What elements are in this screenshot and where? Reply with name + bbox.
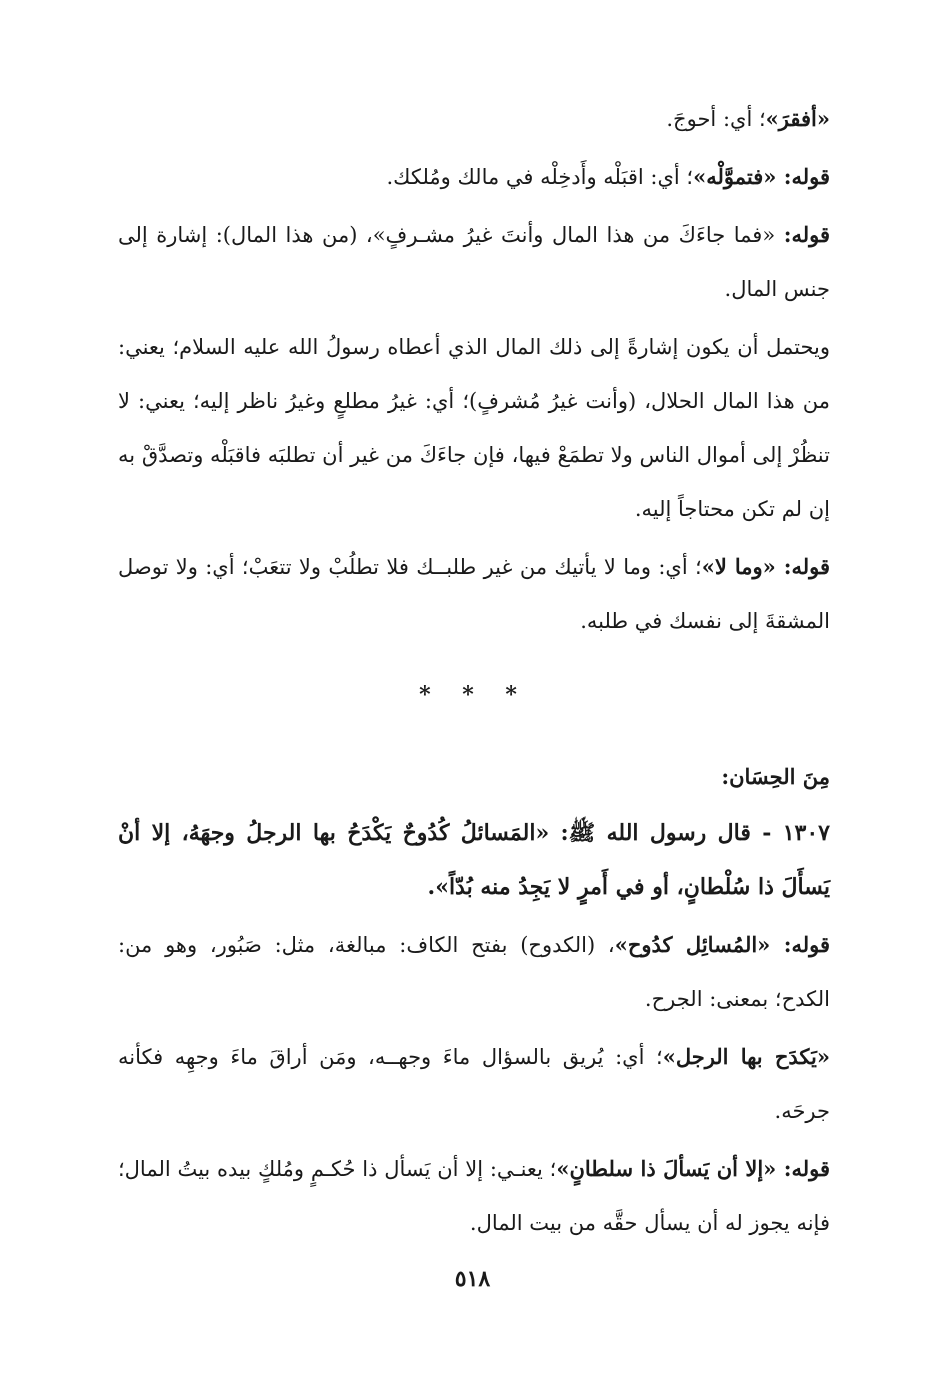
commentary-text: ؛ أي: يُريق بالسؤال ماءَ وجهــه، ومَن أراقَ ماءَ وجهِه فكأنه جرحَه.	[118, 1045, 830, 1123]
page-body	[118, 92, 830, 1250]
commentary-text: ، (الكدوح) بفتح الكاف: مبالغة، مثل: صَبُور، وهو من: الكدح؛ بمعنى: الجرح.	[118, 933, 830, 1011]
bold-term: قوله: «المُسائِل كدُوح»	[614, 932, 831, 957]
paragraph-text: ؛ أي: أحوجَ.	[666, 107, 766, 131]
commentary-sultan	[118, 1142, 830, 1250]
section-separator: * * *	[419, 682, 529, 708]
paragraph-afqara	[118, 92, 830, 146]
paragraph-text: «فما جاءَكَ من هذا المال وأنتَ غيرُ مشـرفٍ»، (من هذا المال): إشارة إلى جنس المال.	[118, 223, 830, 301]
commentary-masail	[118, 918, 830, 1026]
paragraph-text: ؛ أي: اقبَلْه وأَدخِلْه في مالك ومُلكك.	[386, 165, 694, 189]
page-number: ٥١٨	[454, 1266, 491, 1292]
paragraph-text: ويحتمل أن يكون إشارةً إلى ذلك المال الذي أعطاه رسولُ الله عليه السلام؛ يعني: من هذا المال الحلال، (وأنت غيرُ مُشرفٍ)؛ أي: غيرُ مطلعٍ وغيرُ ناظر إليه؛ يعني: لا تنظُرْ إلى أموال الناس ولا تطمَعْ فيها، فإن جاءَكَ من غير أن تطلبَه فاقبَلْه وتصدَّقْ به إن لم تكن محتاجاً إليه.	[118, 335, 830, 521]
paragraph-text: ؛ أي: وما لا يأتيك من غير طلبــك فلا تطلُبْ ولا تتعَبْ؛ أي: ولا توصل المشقةَ إلى نفسك في طلبه.	[118, 555, 830, 633]
bold-term: قوله: «فتموَّلْه»	[693, 164, 830, 189]
commentary-yakdah	[118, 1030, 830, 1138]
commentary-text: ؛ يعنـي: إلا أن يَسأل ذا حُكـمٍ ومُلكٍ بيده بيتُ المال؛ فإنه يجوز له أن يسأل حقَّه من بيت المال.	[118, 1157, 830, 1235]
paragraph-fama-jaaka	[118, 208, 830, 316]
bold-term: قوله: «إلا أن يَسألَ ذا سلطانٍ»	[556, 1156, 831, 1181]
hadith-text: ١٣٠٧ - قال رسول الله ﷺ: «المَسائلُ كُدُوحٌ يَكْدَحُ بها الرجلُ وجهَهُ، إلا أنْ يَسأَلَ ذا سُلْطانٍ، أو في أَمرٍ لا يَجِدُ منه بُدّاً».	[118, 820, 830, 900]
bold-term: «أفقرَ»	[765, 106, 830, 131]
paragraph-wama-la	[118, 540, 830, 648]
paragraph-tamawwalhu	[118, 150, 830, 204]
bold-term: قوله: «وما لا»	[701, 554, 831, 579]
paragraph-yahtamil	[118, 320, 830, 536]
bold-term: «يَكدَح بها الرجل»	[662, 1044, 830, 1069]
bold-term: قوله:	[783, 222, 830, 247]
section-heading: مِنَ الحِسَان:	[721, 764, 830, 789]
